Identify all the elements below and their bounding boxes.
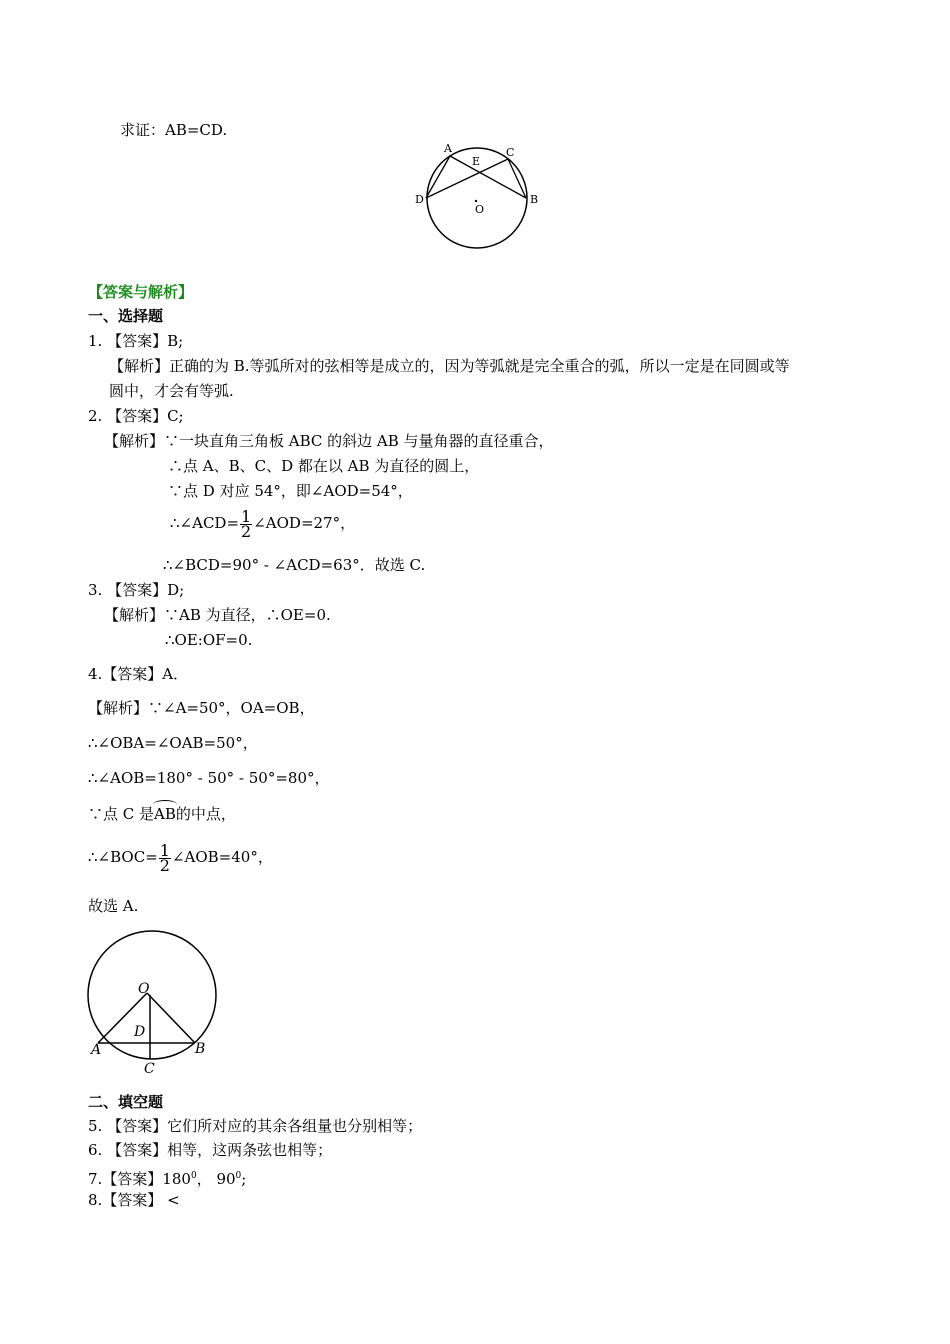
q4-line4-suffix: 的中点， xyxy=(175,805,236,823)
fraction-half xyxy=(159,840,171,875)
q6-answer: 6. 【答案】相等，这两条弦也相等； xyxy=(88,1141,333,1159)
figure-circle-chords xyxy=(405,138,555,256)
q7-answer xyxy=(88,1166,246,1189)
q3-analysis-line2: ∴OE:OF=0. xyxy=(165,631,253,649)
label-d: D xyxy=(415,193,424,206)
label-a: A xyxy=(91,1042,102,1058)
q2-answer: 2. 【答案】C; xyxy=(88,407,184,425)
q2-analysis-line5: ∴∠BCD=90° - ∠ACD=63°．故选 C. xyxy=(163,556,426,574)
q2-analysis-line4 xyxy=(170,504,355,542)
label-d: D xyxy=(134,1024,146,1040)
q4-analysis-line5 xyxy=(88,838,273,876)
q4-line5-suffix: ∠AOB=40°， xyxy=(171,848,273,866)
q2-line4-prefix: ∴∠ACD= xyxy=(170,514,240,532)
q4-line5-prefix: ∴∠BOC= xyxy=(88,848,158,866)
q7-suffix: ; xyxy=(241,1170,247,1188)
label-o: O xyxy=(138,981,150,997)
fraction-denominator: 2 xyxy=(241,521,252,541)
q4-choose: 故选 A. xyxy=(88,897,139,915)
q4-analysis-line4 xyxy=(88,800,236,824)
fraction-half xyxy=(240,506,252,541)
label-o: O xyxy=(475,203,485,216)
prove-statement: 求证：AB=CD. xyxy=(120,121,228,139)
q2-analysis-line2: ∴点 A、B、C、D 都在以 AB 为直径的圆上， xyxy=(168,457,480,475)
label-e: E xyxy=(472,155,481,168)
part2-heading: 二、填空题 xyxy=(88,1093,164,1111)
q3-analysis-line1: 【解析】∵AB 为直径，∴OE=0. xyxy=(104,606,331,624)
q4-analysis-line1: 【解析】∵∠A=50°，OA=OB， xyxy=(88,699,315,717)
answer-section-title: 【答案与解析】 xyxy=(88,283,194,301)
label-c: C xyxy=(144,1061,155,1077)
q7-middle: ， 90 xyxy=(196,1170,236,1188)
center-point xyxy=(475,200,477,202)
figure-triangle-circle xyxy=(82,925,227,1077)
q1-analysis-line2: 圆中，才会有等弧. xyxy=(109,382,234,400)
label-b: B xyxy=(195,1041,206,1057)
q1-answer: 1. 【答案】B; xyxy=(88,332,184,350)
label-b: B xyxy=(530,193,539,206)
q7-sup2: 0 xyxy=(235,1171,242,1181)
arc-ab: AB xyxy=(154,800,176,824)
label-c: C xyxy=(506,146,515,159)
q2-line4-suffix: ∠AOD=27°， xyxy=(253,514,356,532)
q4-answer: 4.【答案】A． xyxy=(88,665,189,683)
q4-line4-prefix: ∵点 C 是 xyxy=(88,805,155,823)
label-a: A xyxy=(444,142,452,155)
q2-analysis-line1: 【解析】∵一块直角三角板 ABC 的斜边 AB 与量角器的直径重合， xyxy=(104,432,554,450)
fraction-numerator: 1 xyxy=(241,506,252,526)
q8-answer: 8.【答案】 < xyxy=(88,1191,180,1209)
q7-prefix: 7.【答案】180 xyxy=(88,1170,191,1188)
q2-analysis-line3: ∵点 D 对应 54°，即∠AOD=54°， xyxy=(168,482,413,500)
q4-analysis-line2: ∴∠OBA=∠OAB=50°， xyxy=(88,734,258,752)
q3-answer: 3. 【答案】D; xyxy=(88,581,185,599)
q5-answer: 5. 【答案】它们所对应的其余各组量也分别相等； xyxy=(88,1117,423,1135)
fraction-denominator: 2 xyxy=(159,855,170,875)
q4-analysis-line3: ∴∠AOB=180° - 50° - 50°=80°， xyxy=(88,769,330,787)
q7-sup1: 0 xyxy=(190,1171,197,1181)
circle-o xyxy=(88,931,216,1059)
segment-ob xyxy=(147,993,195,1043)
fraction-numerator: 1 xyxy=(159,840,170,860)
chord-ab xyxy=(450,156,526,198)
q1-analysis-line1: 【解析】正确的为 B.等弧所对的弦相等是成立的，因为等弧就是完全重合的弧，所以一定是在同圆或等 xyxy=(109,357,790,375)
part1-heading: 一、选择题 xyxy=(88,307,164,325)
